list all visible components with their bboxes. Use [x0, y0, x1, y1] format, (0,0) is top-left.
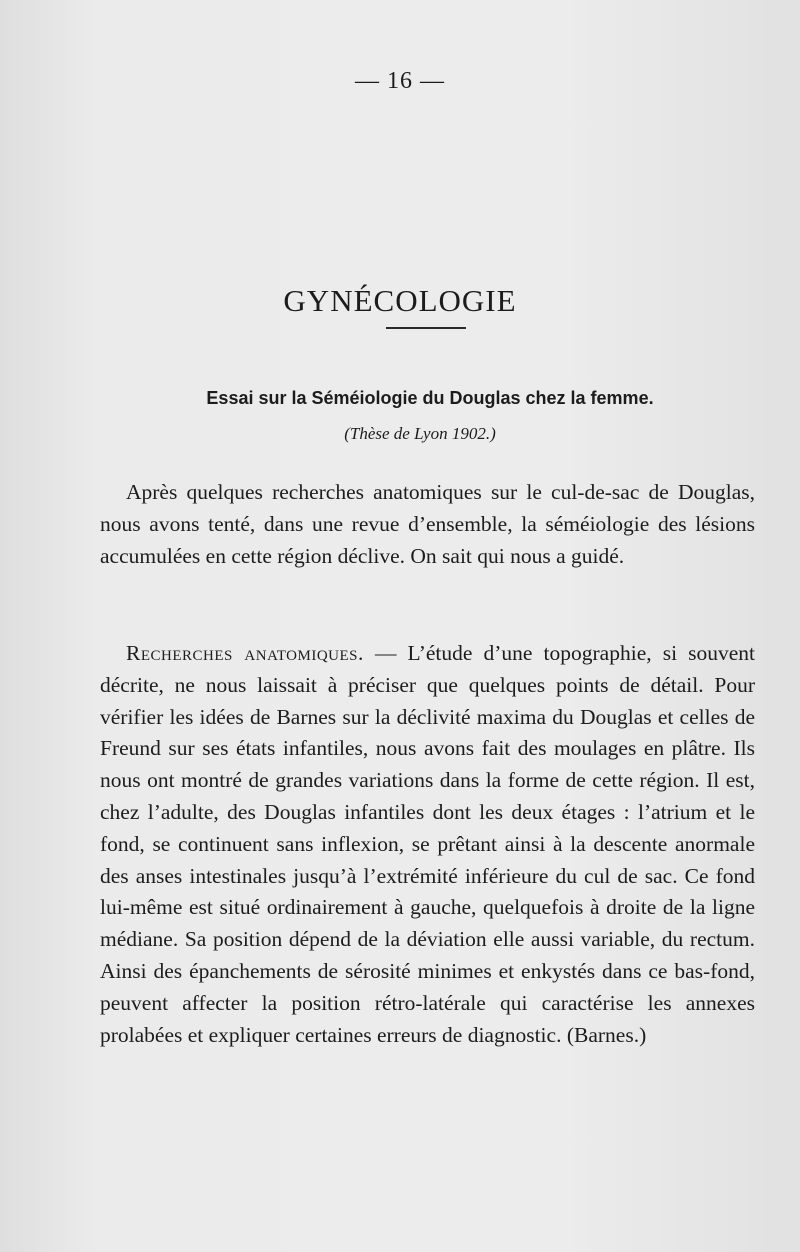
title-divider — [386, 327, 466, 329]
thesis-note: (Thèse de Lyon 1902.) — [344, 424, 496, 443]
section-heading: Recherches anatomiques. — [126, 641, 364, 665]
section-text: — L’étude d’une topographie, si souvent décrite, ne nous laissait à préciser que quelques points de détail. Pour vérifier les idées de Barnes sur la déclivité maxima du Douglas et celles de Freund sur ses états infantiles, nous avons fait des moulages en plâtre. Ils nous ont montré de grandes variations dans la forme de cette région. Il est, chez l’adulte, des Douglas infantiles dont les deux étages : l’atrium et le fond, se continuent sans inflexion, se prêtant ainsi à la descente anormale des anses intestinales jusqu’à l’extrémité inférieure du cul de sac. Ce fond lui-même est situé ordinairement à gauche, quelquefois à droite de la ligne médiane. Sa position dépend de la déviation elle aussi variable, du rectum. Ainsi des épanchements de sérosité minimes et enkystés dans ce bas-fond, peuvent affecter la position rétro-latérale qui caractérise les annexes prolabées et expliquer certaines erreurs de diagnostic. (Barnes.) — [100, 641, 756, 1047]
anatomical-research-paragraph — [100, 638, 755, 1051]
article-title: Essai sur la Séméiologie du Douglas chez la femme. — [206, 388, 654, 408]
page-number: — 16 — — [355, 68, 445, 94]
intro-paragraph: Après quelques recherches anatomiques sur le cul-de-sac de Douglas, nous avons tenté, dans une revue d’ensemble, la séméiologie des lésions accumulées en cette région déclive. On sait qui nous a guidé. — [100, 480, 755, 568]
chapter-title: GYNÉCOLOGIE — [283, 282, 517, 318]
